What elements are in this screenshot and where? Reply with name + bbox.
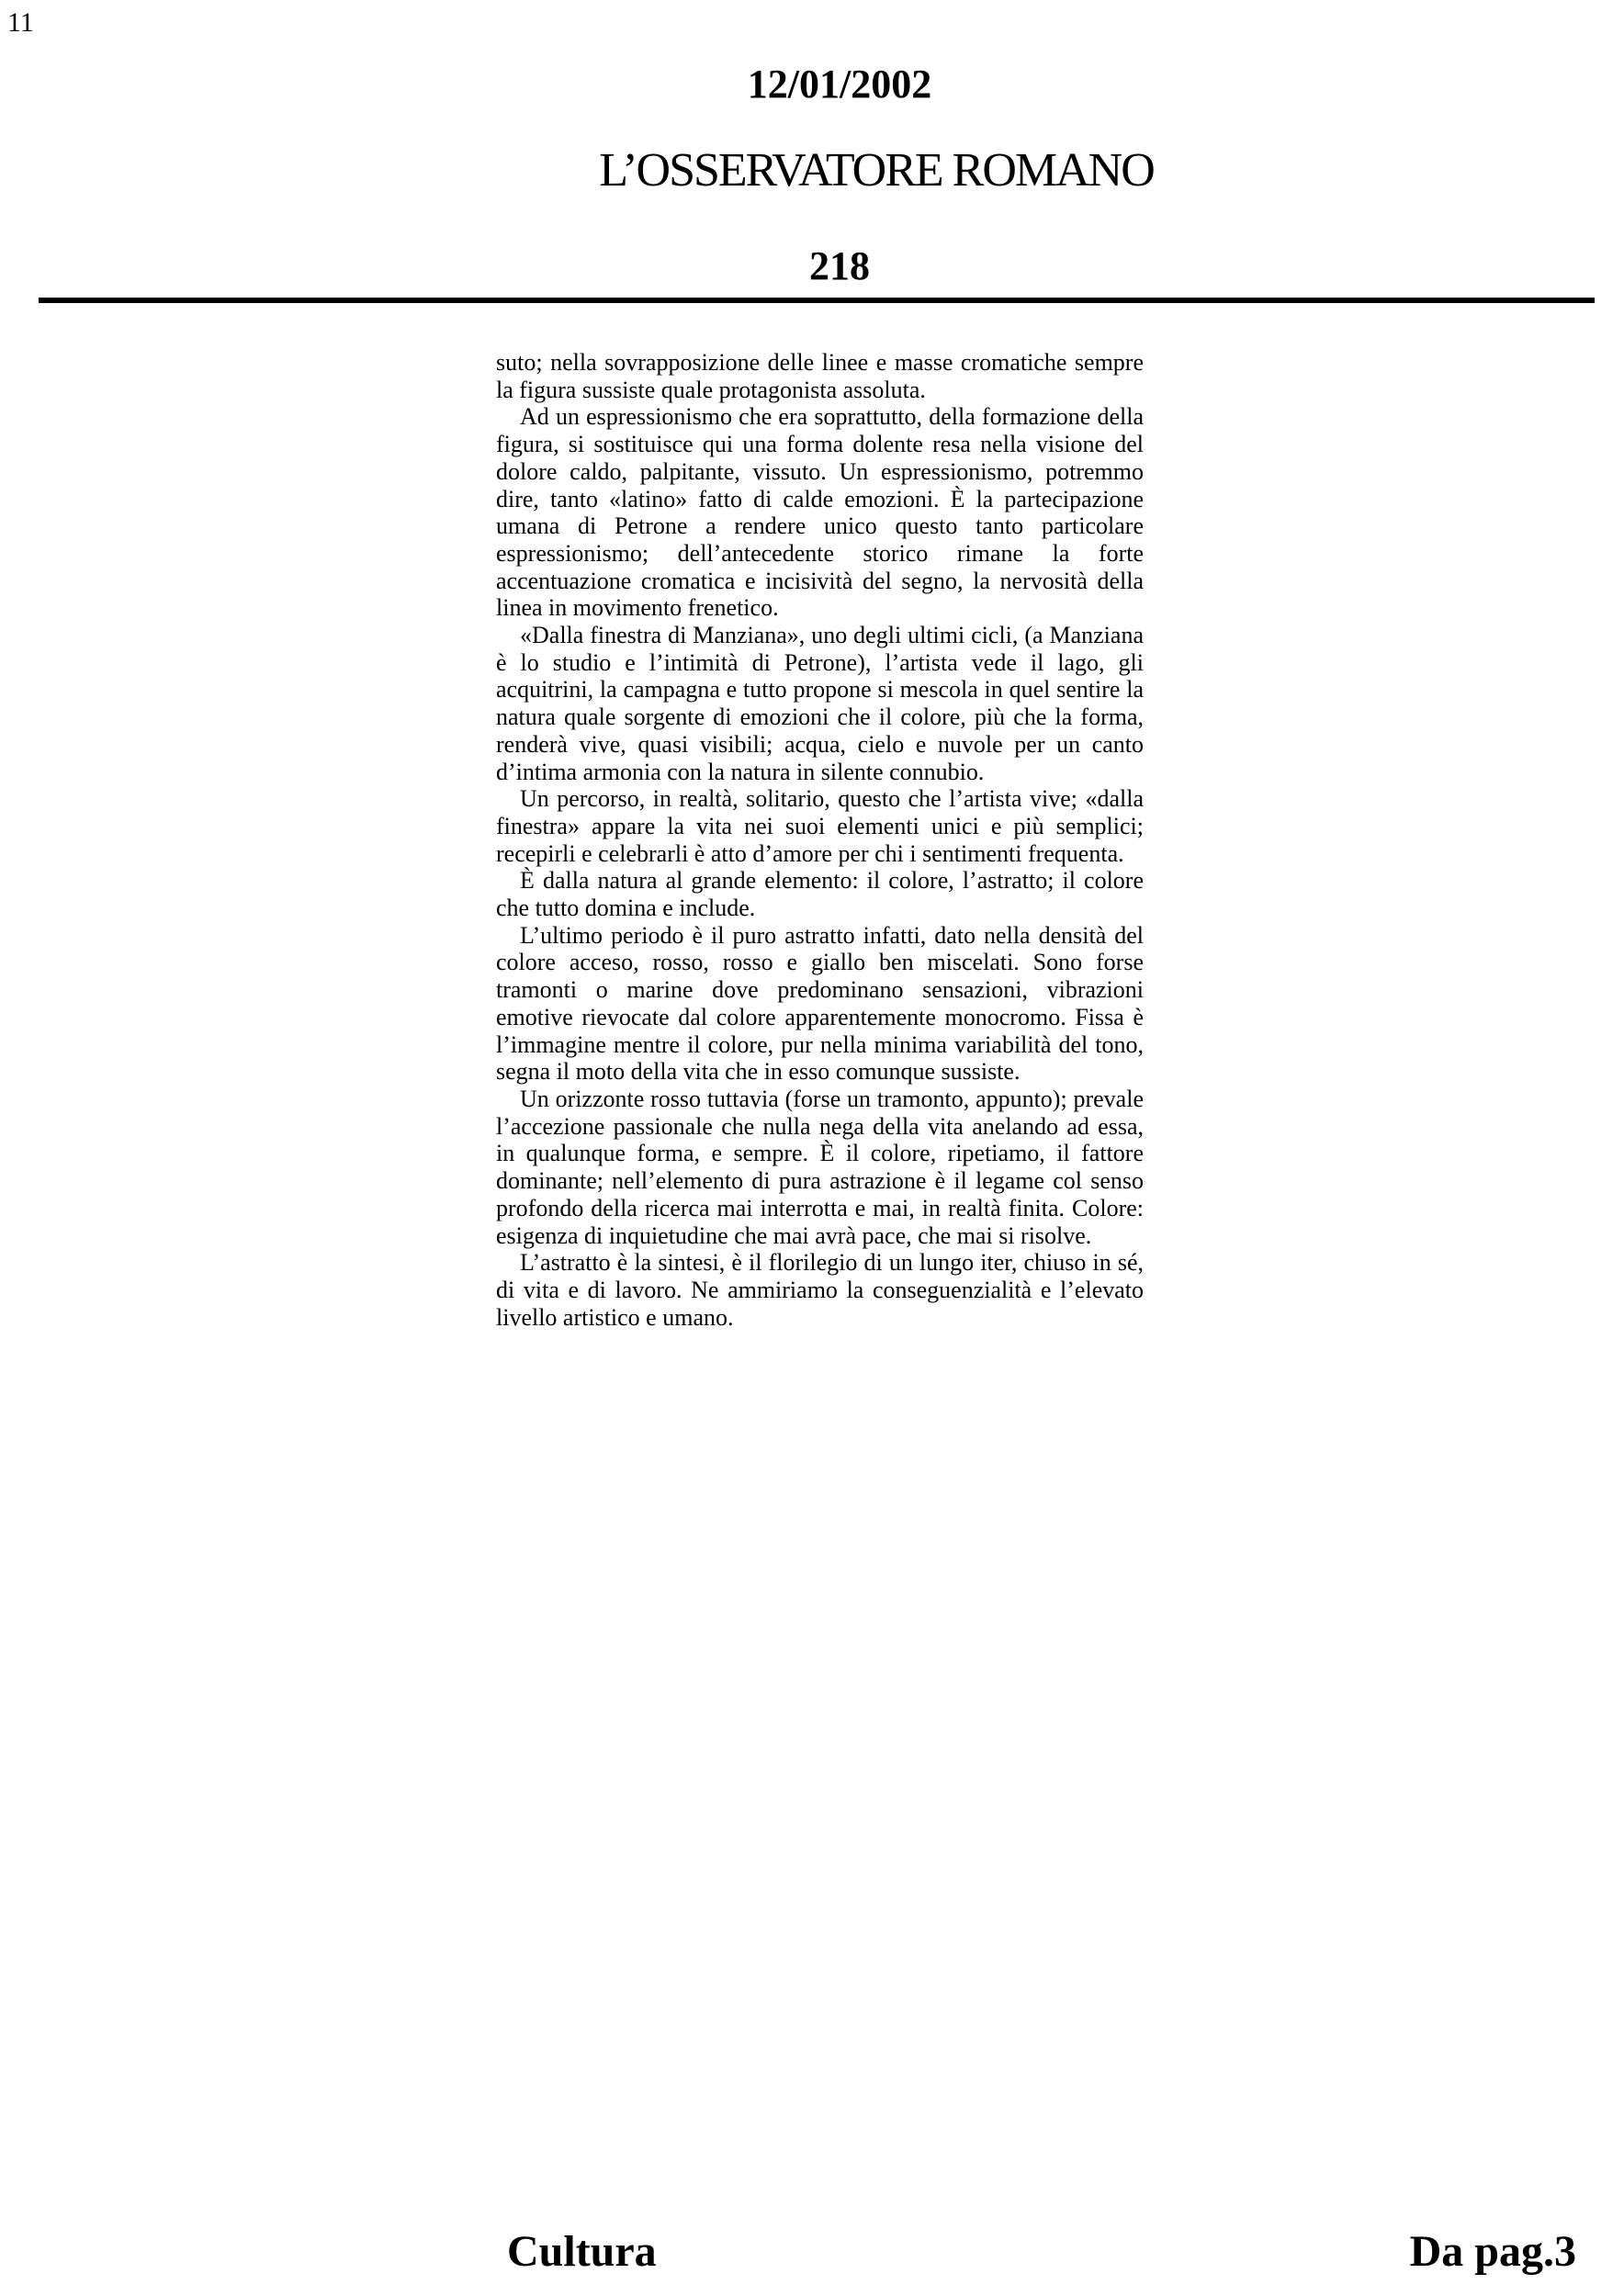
article-paragraph: suto; nella sovrapposizione delle linee e masse cromatiche sempre la figura sussiste quale protagonista assoluta. [496,349,1144,403]
article-paragraph: Un percorso, in realtà, solitario, questo che l’artista vive; «dalla finestra» appare la vita nei suoi elementi unici e più semplici; recepirli e celebrarli è atto d’amore per chi i sentimenti frequenta. [496,785,1144,867]
page-number: 11 [7,7,34,38]
section-label: Cultura [507,2227,657,2276]
page-reference: Da pag.3 [1409,2227,1576,2276]
article-paragraph: Ad un espressionismo che era soprattutto, della formazione della figura, si sostituisce qui una forma dolente resa nella visione del dolore caldo, palpitante, vissuto. Un espressionismo, potremmo dire, tanto «latino» fatto di calde emozioni. È la partecipazione umana di Petrone a rendere unico questo tanto particolare espressionismo; dell’antecedente storico rimane la forte accentuazione cromatica e incisività del segno, la nervosità della linea in movimento frenetico. [496,403,1144,622]
article-paragraph: L’astratto è la sintesi, è il florilegio di un lungo iter, chiuso in sé, di vita e di lavoro. Ne ammiriamo la conseguenzialità e l’elevato livello artistico e umano. [496,1249,1144,1331]
article-paragraph: Un orizzonte rosso tuttavia (forse un tramonto, appunto); prevale l’accezione passionale che nulla nega della vita anelando ad essa, in qualunque forma, e sempre. È il colore, ripetiamo, il fattore dominante; nell’elemento di pura astrazione è il legame col senso profondo della ricerca mai interrotta e mai, in realtà finita. Colore: esigenza di inquietudine che mai avrà pace, che mai si risolve. [496,1085,1144,1249]
article-paragraph: È dalla natura al grande elemento: il colore, l’astratto; il colore che tutto domina e include. [496,867,1144,922]
article-column [496,349,1144,1331]
issue-date: 12/01/2002 [747,62,932,107]
article-paragraph: L’ultimo periodo è il puro astratto infatti, dato nella densità del colore acceso, rosso, rosso e giallo ben miscelati. Sono forse tramonti o marine dove predominano sensazioni, vibrazioni emotive rievocate dal colore apparentemente monocromo. Fissa è l’immagine mentre il colore, pur nella minima variabilità del tono, segna il moto della vita che in esso comunque sussiste. [496,921,1144,1086]
issue-number: 218 [809,243,870,288]
article-paragraph: «Dalla finestra di Manziana», uno degli ultimi cicli, (a Manziana è lo studio e l’intimità di Petrone), l’artista vede il lago, gli acquitrini, la campagna e tutto propone si mescola in quel sentire la natura quale sorgente di emozioni che il colore, più che la forma, renderà vive, quasi visibili; acqua, cielo e nuvole per un canto d’intima armonia con la natura in silente connubio. [496,622,1144,785]
newspaper-title: L’OSSERVATORE ROMANO [599,144,1154,197]
header-divider [39,298,1595,303]
